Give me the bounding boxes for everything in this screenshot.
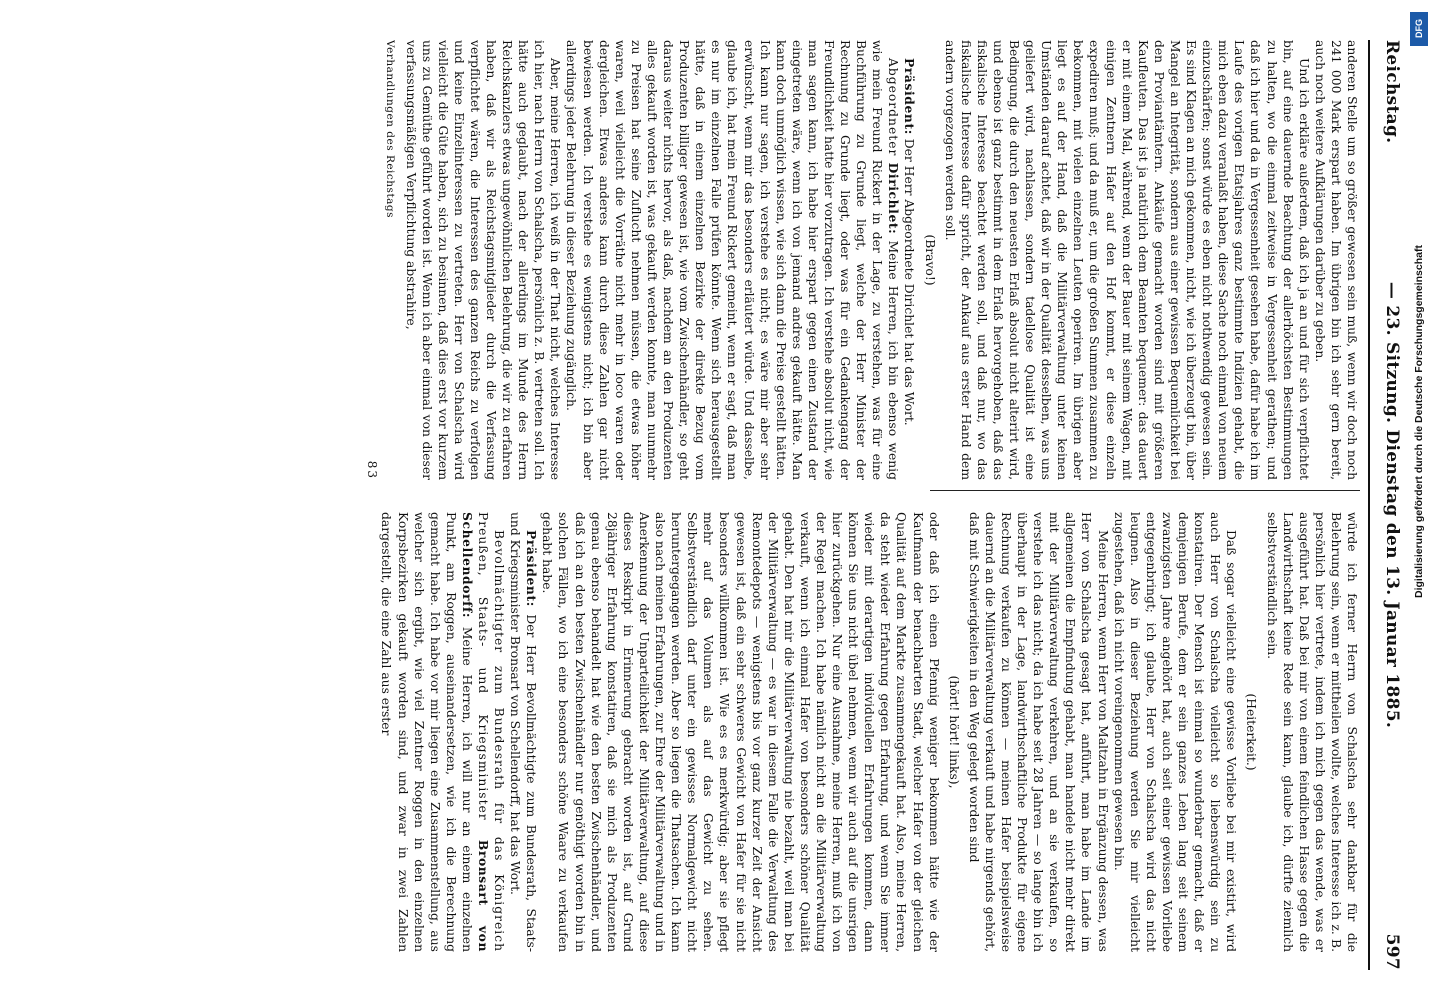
president-line-left (901, 40, 917, 480)
right-paragraph-1: würde ich ferner Herrn von Schalscha sehr dankbar für die Belehrung sein, wenn er mittheilen wollte, welches Interesse ich z. B. persönlich hier vertrete, indem ich mich gegen das wende, was er ausgeführt hat. Daß bei mir von einem feindlichen Hasse gegen die Landwirthschaft keine Rede sein kann, glaube ich, dürfte ziemlich selbstverständlich sein. (1264, 512, 1359, 952)
speech-text: Meine Herren, ich bin ebenso wenig wie mein Freund Rickert in der Lage, zu verstehen, was für eine Buchführung zu Grunde liegt, welche der Herr Minister der Rechnung zu Grunde liegt, oder was für ein Gedankengang der Freundlichkeit hatte hier vorzutragen. Ich verstehe absolut nicht, wie man sagen kann, ich habe hier erspart gegen einen Zustand der eingetreten wäre, wenn ich von jemand andres gekauft hätte. Man kann doch unmöglich wissen, wie sich dann die Preise gestellt hätten. Ich kann nur sagen, ich verstehe es nicht; es wäre mir aber sehr erwünscht, wenn mir das besonders erläutert würde. Und dasselbe, glaube ich, hat mein Freund Rickert gemeint, wenn er sagt, daß man es nur im einzelnen Falle prüfen könnte. Wenn sich herausgestellt hätte, daß in einem einzelnen Bezirke der direkte Bezug vom Produzenten billiger gewesen ist, wie vom Zwischenhändler, so geht daraus weiter nichts hervor, als daß, nachdem an den Produzenten alles gekauft worden ist, was gekauft werden konnte, man nunmehr zu Preisen hat seine Zuflucht nehmen müssen, die etwas höher waren, weil vielleicht die Vorräthe nicht mehr in loco waren oder dergleichen. Etwas anderes kann durch diese Zahlen gar nicht bewiesen werden. Ich verstehe es wenigstens nicht; ich bin aber allerdings jeder Belehrung in dieser Beziehung zugänglich. (564, 40, 901, 480)
laughter-note: (Heiterkeit.) (1244, 693, 1259, 771)
right-column (40, 512, 1360, 952)
digitization-credit (1409, 8, 1429, 988)
column-divider (930, 490, 1360, 491)
right-paragraph-2: Daß sogar vielleicht eine gewisse Vorliebe bei mir existirt, wird auch Herr von Schalscha vielleicht so liebenswürdig sein zu konstatiren. Der Mensch ist einmal so wunderbar gemacht, daß er demjenigen Berufe, dem er sein ganzes Leben lang seit seinem zwanzigsten Jahre angehört hat, auch seit einer gewissen Vorliebe entgegenbringt; ich glaube, Herr von Schalscha wird das nicht leugnen. Also in dieser Beziehung werden Sie mir vielleicht zugestehen, daß ich nicht voreingenommen gewesen bin. (1111, 512, 1239, 952)
page-number: 597 (1382, 933, 1402, 970)
dfg-logo: DFG (1410, 12, 1428, 46)
left-column (40, 40, 1360, 480)
running-head (1372, 40, 1402, 970)
left-paragraph-1: anderen Stelle um so größer gewesen sein muß, wenn wir doch noch 241 000 Mark erspart haben. Im übrigen bin ich sehr gern bereit, auch noch weitere Aufklärungen darüber zu geben. (1312, 40, 1359, 480)
footer-note: Verhandlungen des Reichstags (384, 40, 397, 219)
speaker-intro-right: Bevollmächtigter zum Bundesrath für das Königreich Preußen, Staats- und Kriegsminister (476, 512, 507, 952)
speaker-intro: Abgeordneter (886, 58, 901, 157)
president-label: Präsident: (902, 58, 918, 135)
signature-mark: 83 (365, 460, 380, 480)
left-paragraph-4: Aber, meine Herren, ich weiß in der That nicht, welches Interesse ich hier, nach Herrn von Schalscha, persönlich z. B. vertreten soll. Ich hätte auch geglaubt, nach der allerdings im Munde des Herrn Reichskanzlers etwas ungewöhnlichen Belehrung, die wir zu erfahren haben, daß wir als Reichstagsmitglieder durch die Verfassung verpflichtet wären, die Interessen des ganzen Reichs zu verfolgen und keine Einzelinteressen zu vertreten. Herr von Schalscha wird vielleicht die Güte haben, sich zu besinnen, daß dies erst vor kurzem uns zu Gemüthe geführt worden ist. Wenn ich aber einmal von dieser verfassungsmäßigen Verpflichtung abstrahire, (403, 40, 563, 480)
right-paragraph-4: oder daß ich einen Pfennig weniger bekommen hätte wie der Kaufmann der benachbarten Stadt, welcher Hafer von der gleichen Qualität auf dem Markte zusammengekauft hat. Also, meine Herren, da steht wieder Erfahrung gegen Erfahrung, und wenn Sie immer wieder mit derartigen individuellen Erfahrungen kommen, dann können Sie uns nicht übel nehmen, wenn wir auch auf die unsrigen hier zurückgehen. Nur eine Ausnahme, meine Herren, muß ich von der Regel machen. Ich habe nämlich nicht an die Militärverwaltung verkauft, wenn ich einmal Hafer von besonders schöner Qualität gehabt. Den hat mir die Militärverwaltung nie bezahlt, weil man bei der Militärverwaltung — es war in diesem Falle die Verwaltung des Remontedepots — wenigstens bis vor ganz kurzer Zeit der Ansicht gewesen ist, daß ein sehr schweres Gewicht von Hafer für sie nicht besonders willkommen ist. Wie es es merkwürdig; aber sie pflegt mehr auf das Volumen als auf das Gewicht zu sehen. Selbstverständlich darf unter ein gewisses Normalgewicht nicht heruntergegangen werden. Aber so liegen die Thatsachen. Ich kann also nach meinen Erfahrungen, zur Ehre der Militärverwaltung und in Anerkennung der Unparteilichkeit der Militärverwaltung, auf diese dieses Reskript in Erinnerung gebracht worden ist, auf Grund 28jähriger Erfahrung konstatiren, daß sie mich als Produzenten genau ebenso behandelt hat wie den besten Zwischenhändler, und daß ich an den besten Zwischenhändler nur genöthigt worden bin in solchen Fällen, wo ich eine besonders schöne Waare zu verkaufen gehabt habe. (540, 512, 941, 952)
header-rule (1368, 40, 1370, 970)
credit-text: Digitalisierung gefördert durch die Deutsche Forschungsgemeinschaft (1413, 245, 1425, 598)
header-left: Reichstag. (1382, 40, 1402, 144)
applause-note: (Bravo!) (922, 234, 937, 286)
header-center: — 23. Sitzung. Dienstag den 13. Januar 1885. (1382, 281, 1402, 729)
president-text-right: Der Herr Bevollmächtigte zum Bundesrath, Staats- und Kriegsminister Bronsart von Schellendorff, hat das Wort. (508, 512, 539, 952)
right-paragraph-3: Meine Herren, wenn Herr von Maltzahn in Ergänzung dessen, was Herr von Schalscha gesagt hat, anführt, man habe im Lande im allgemeinen die Empfindung gehabt, man handele nicht mehr direkt mit der Militärverwaltung verkehren, und an sie verkaufen, so verstehe ich das nicht; da ich habe seit 28 Jahren — so lange bin ich überhaupt in der Lage, landwirthschaftliche Produkte für eigene Rechnung verkaufen zu können — meinen Hafer beispielsweise dauernd an die Militärverwaltung verkauft und habe nirgends gehört, daß mit Schwierigkeiten in den Weg gelegt worden sind (966, 512, 1110, 952)
speaker-paragraph-minister (378, 512, 507, 952)
president-text: Der Herr Abgeordnete Dirichlet hat das Wort. (902, 138, 917, 426)
speaker-name-right: Bronsart von Schellendorff: (459, 512, 492, 952)
president-line-right (507, 512, 539, 952)
speaker-name: Dirichlet: (886, 162, 902, 235)
president-label-right: Präsident: (524, 530, 540, 607)
left-paragraph-2: Und ich erkläre außerdem, daß ich ja an und für sich verpflichtet bin, auf eine dauernde Beachtung der allerhöchsten Bestimmungen zu halten, wo die einmal zeitweise in Vergessenheit gerathen; und daß ich hier und da in Vergessenheit gesehen habe, dafür habe ich im Laufe des vorigen Etatsjahres ganz bestimmte Indizien gehabt, die mich eben dazu veranlaßt haben, diese Sache noch einmal von neuem einzuschärfen; sonst würde es eben nicht nothwendig gewesen sein. Es sind Klagen an mich gekommen, nicht, wie ich überzeugt bin, über Mangel an Integrität, sondern aus einer gewissen Bequemlichkeit bei den Proviantämtern. Ankäufe gemacht worden sind mit größeren Kaufleuten. Das ist ja natürlich dem Beamten bequemer: das dauert er mit einem Mal, während, wenn der Bauer mit seinem Wagen, mit einigen Zentnern Hafer auf den Hof kommt, er diese einzeln expediren muß; und da muß er, um die großen Summen zusammen zu bekommen, mit vielen einzelnen Leuten operiren. Im übrigen aber liegt es auf der Hand, daß die Militärverwaltung unter keinen Umständen darauf achtet, daß wir in der Qualität desselben, was uns geliefert wird, nachlassen, sondern tadellose Qualität ist eine Bedingung, die durch den neuesten Erlaß absolut nicht alterirt wird, und ebenso ist ganz bestimmt in dem Erlaß hervorgehoben, daß das fiskalische Interesse beachtet werden soll, und daß nur, wo das fiskalische Interesse dafür spricht, der Ankauf aus erster Hand dem andern vorgezogen werden soll. (942, 40, 1311, 480)
speech-text-right: Meine Herren, ich will nur an einem einzelnen Punkt, am Roggen, auseinandersetzen, wie ich die Berechnung gemacht habe. Ich habe vor mir liegen eine Zusammenstellung, aus welcher sich ergibt, wie viel Zentner Roggen in den einzelnen Korpsbezirken gekauft worden sind, und zwar in zwei Zahlen dargestellt, die eine Zahl aus erster (379, 512, 474, 952)
speaker-paragraph-dirichlet (563, 40, 901, 480)
interjection-note: (hört! hört! links), (946, 675, 961, 789)
